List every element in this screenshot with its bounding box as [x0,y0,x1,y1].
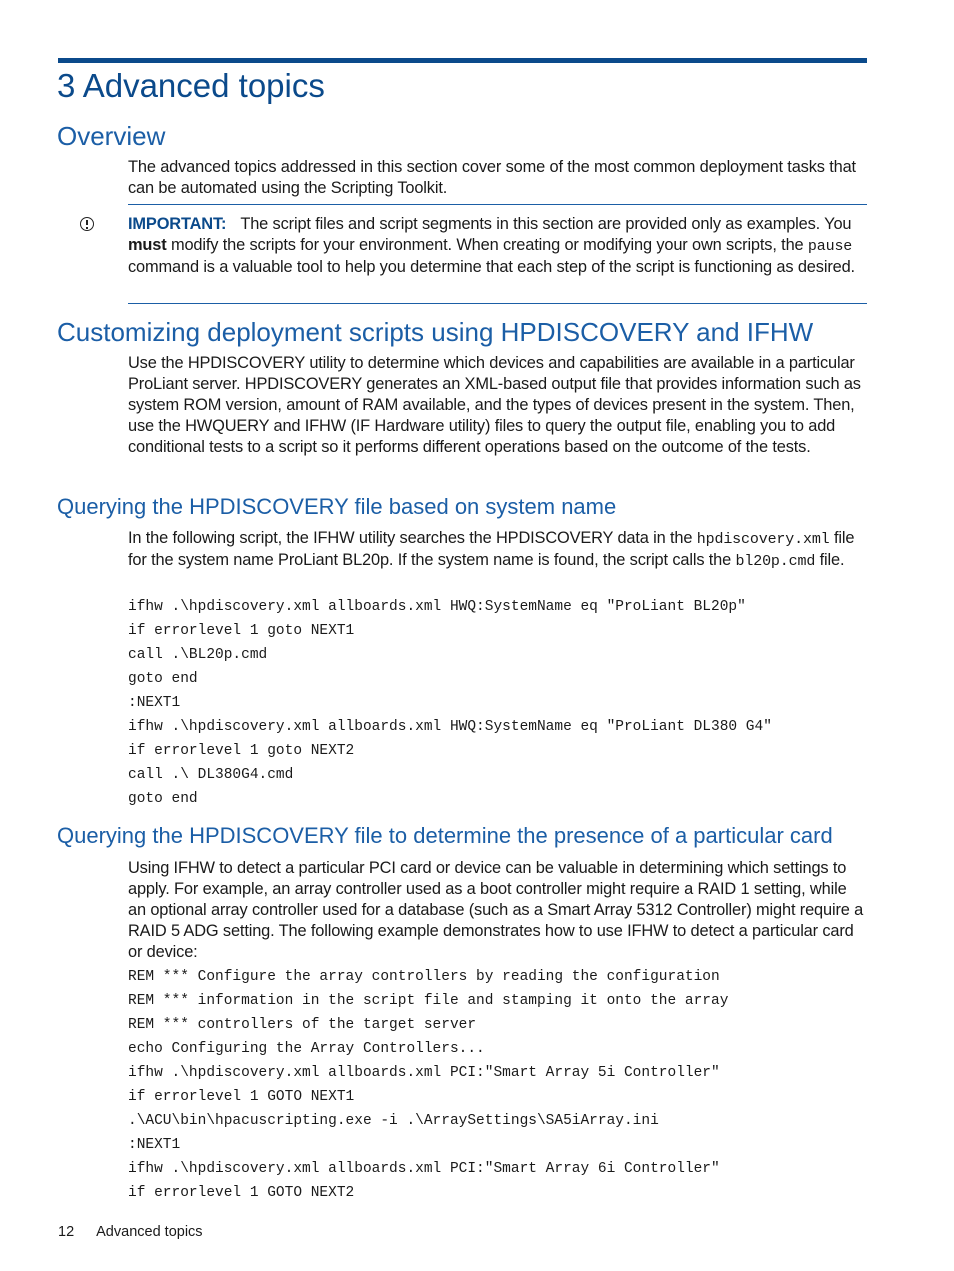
query-card-code-block [128,965,728,1205]
code-line: echo Configuring the Array Controllers... [128,1041,485,1057]
important-note [128,214,868,278]
important-bottom-rule [128,303,867,304]
code-line: :NEXT1 [128,695,181,711]
code-line: call .\ DL380G4.cmd [128,767,294,783]
important-text-3: command is a valuable tool to help you determine that each step of the script is functioning as desired. [128,258,855,276]
important-label: IMPORTANT: [128,215,227,233]
code-line: call .\BL20p.cmd [128,647,268,663]
important-text-2: modify the scripts for your environment. When creating or modifying your own scripts, the [166,236,808,254]
important-top-rule [128,204,867,205]
customizing-text: Use the HPDISCOVERY utility to determine which devices and capabilities are available in a particular ProLiant server. HPDISCOVERY generates an XML-based output file that provides information such as system ROM version, amount of RAM available, and the types of devices present in the system. Then, use the HWQUERY and IFHW (IF Hardware utility) files to query the output file, enabling you to add conditional tests to a script so it performs different operations based on the outcome of the tests. [128,354,861,456]
chapter-title: 3 Advanced topics [57,67,325,104]
code-line: if errorlevel 1 GOTO NEXT2 [128,1185,355,1201]
query-name-text-2: file for the system name ProLiant BL20p. If the system name is found, the script calls the [128,529,855,569]
page-number: 12 [58,1224,75,1240]
code-line: REM *** information in the script file and stamping it onto the array [128,993,729,1009]
chapter-top-rule [58,58,867,63]
footer-section: Advanced topics [96,1224,203,1240]
important-icon [80,217,94,231]
code-line: goto end [128,791,198,807]
query-name-code-1: hpdiscovery.xml [696,531,830,548]
query-name-text [128,528,868,572]
overview-text: The advanced topics addressed in this section cover some of the most common deployment tasks that can be automated using the Scripting Toolkit. [128,158,856,197]
code-line: .\ACU\bin\hpacuscripting.exe -i .\ArraySettings\SA5iArray.ini [128,1113,659,1129]
code-line: if errorlevel 1 GOTO NEXT1 [128,1089,355,1105]
query-card-heading: Querying the HPDISCOVERY file to determine the presence of a particular card [57,823,833,848]
query-name-heading: Querying the HPDISCOVERY file based on system name [57,494,617,519]
important-must: must [128,236,167,254]
code-line: :NEXT1 [128,1137,181,1153]
important-code: pause [807,238,853,255]
query-card-text: Using IFHW to detect a particular PCI card or device can be valuable in determining which settings to apply. For example, an array controller used as a boot controller might require a RAID 1 setting, while an optional array controller used for a database (such as a Smart Array 5312 Controller) might require a RAID 5 ADG setting. The following example demonstrates how to use IFHW to detect a particular card or device: [128,859,864,961]
code-line: ifhw .\hpdiscovery.xml allboards.xml PCI:"Smart Array 5i Controller" [128,1065,720,1081]
query-name-text-3: file. [815,551,845,569]
page-footer [58,1222,203,1242]
query-name-code-block [128,595,772,811]
code-line: REM *** Configure the array controllers by reading the configuration [128,969,720,985]
code-line: goto end [128,671,198,687]
query-name-text-1: In the following script, the IFHW utility searches the HPDISCOVERY data in the [128,529,697,547]
important-text-1: The script files and script segments in this section are provided only as examples. You [240,215,852,233]
query-name-code-2: bl20p.cmd [735,553,816,570]
overview-heading: Overview [57,121,166,151]
code-line: ifhw .\hpdiscovery.xml allboards.xml HWQ:SystemName eq "ProLiant DL380 G4" [128,719,772,735]
code-line: if errorlevel 1 goto NEXT1 [128,623,355,639]
code-line: ifhw .\hpdiscovery.xml allboards.xml HWQ:SystemName eq "ProLiant BL20p" [128,599,746,615]
customizing-heading: Customizing deployment scripts using HPDISCOVERY and IFHW [57,317,814,347]
code-line: ifhw .\hpdiscovery.xml allboards.xml PCI:"Smart Array 6i Controller" [128,1161,720,1177]
code-line: REM *** controllers of the target server [128,1017,477,1033]
code-line: if errorlevel 1 goto NEXT2 [128,743,355,759]
